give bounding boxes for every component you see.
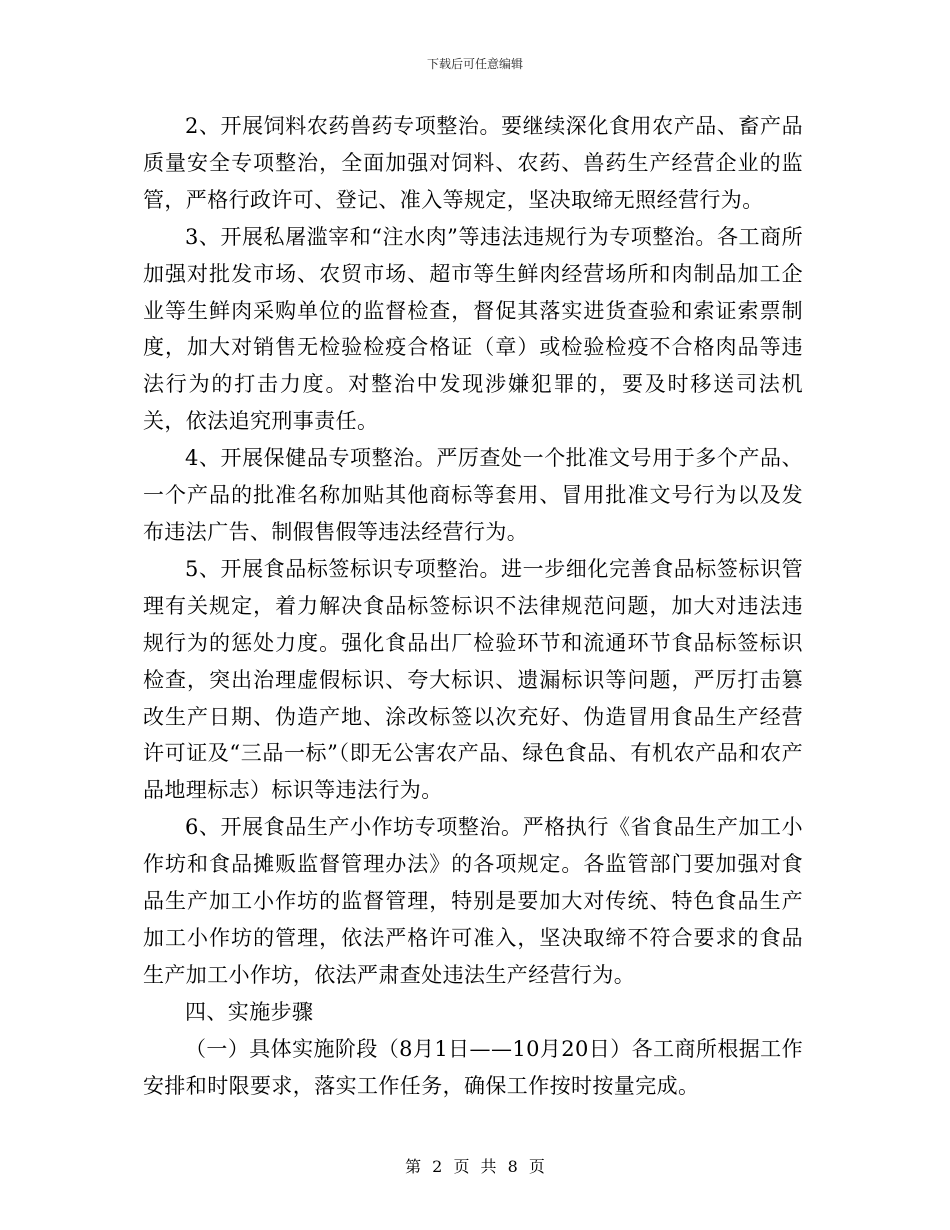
paragraph-feed-pesticide-vet-drug: 2、开展饲料农药兽药专项整治。要继续深化食用农产品、畜产品质量安全专项整治，全面加强对饲料、农药、兽药生产经营企业的监管，严格行政许可、登记、准入等规定，坚决取缔无照经营行为。 (143, 114, 803, 212)
paragraph-food-labels: 5、开展食品标签标识专项整治。进一步细化完善食品标签标识管理有关规定，着力解决食品标签标识不法律规范问题，加大对违法违规行为的惩处力度。强化食品出厂检验环节和流通环节食品标签标识检查，突出治理虚假标识、夸大标识、遗漏标识等问题，严厉打击篡改生产日期、伪造产地、涂改标签以次充好、伪造冒用食品生产经营许可证及“三品一标”（即无公害农产品、绿色食品、有机农产品和农产品地理标志）标识等违法行为。 (143, 556, 803, 803)
paragraph-small-workshops: 6、开展食品生产小作坊专项整治。严格执行《省食品生产加工小作坊和食品摊贩监督管理办法》的各项规定。各监管部门要加强对食品生产加工小作坊的监督管理，特别是要加大对传统、特色食品生产加工小作坊的管理，依法严格许可准入，坚决取缔不符合要求的食品生产加工小作坊，依法严肃查处违法生产经营行为。 (143, 815, 803, 987)
page-number-footer: 第 2 页 共 8 页 (405, 1157, 545, 1176)
paragraph-implementation-stage: （一）具体实施阶段（8月1日——10月20日）各工商所根据工作安排和时限要求，落实工作任务，确保工作按时按量完成。 (143, 1036, 803, 1098)
page-header-note: 下载后可任意编辑 (426, 57, 523, 71)
document-body (143, 108, 803, 1104)
section-heading-implementation-steps: 四、实施步骤 (185, 999, 314, 1024)
paragraph-illegal-slaughter: 3、开展私屠滥宰和“注水肉”等违法违规行为专项整治。各工商所加强对批发市场、农贸市场、超市等生鲜肉经营场所和肉制品加工企业等生鲜肉采购单位的监督检查，督促其落实进货查验和索证索票制度，加大对销售无检验检疫合格证（章）或检验检疫不合格肉品等违法行为的打击力度。对整治中发现涉嫌犯罪的，要及时移送司法机关，依法追究刑事责任。 (143, 224, 803, 434)
paragraph-health-products: 4、开展保健品专项整治。严厉查处一个批准文号用于多个产品、一个产品的批准名称加贴其他商标等套用、冒用批准文号行为以及发布违法广告、制假售假等违法经营行为。 (143, 446, 803, 544)
